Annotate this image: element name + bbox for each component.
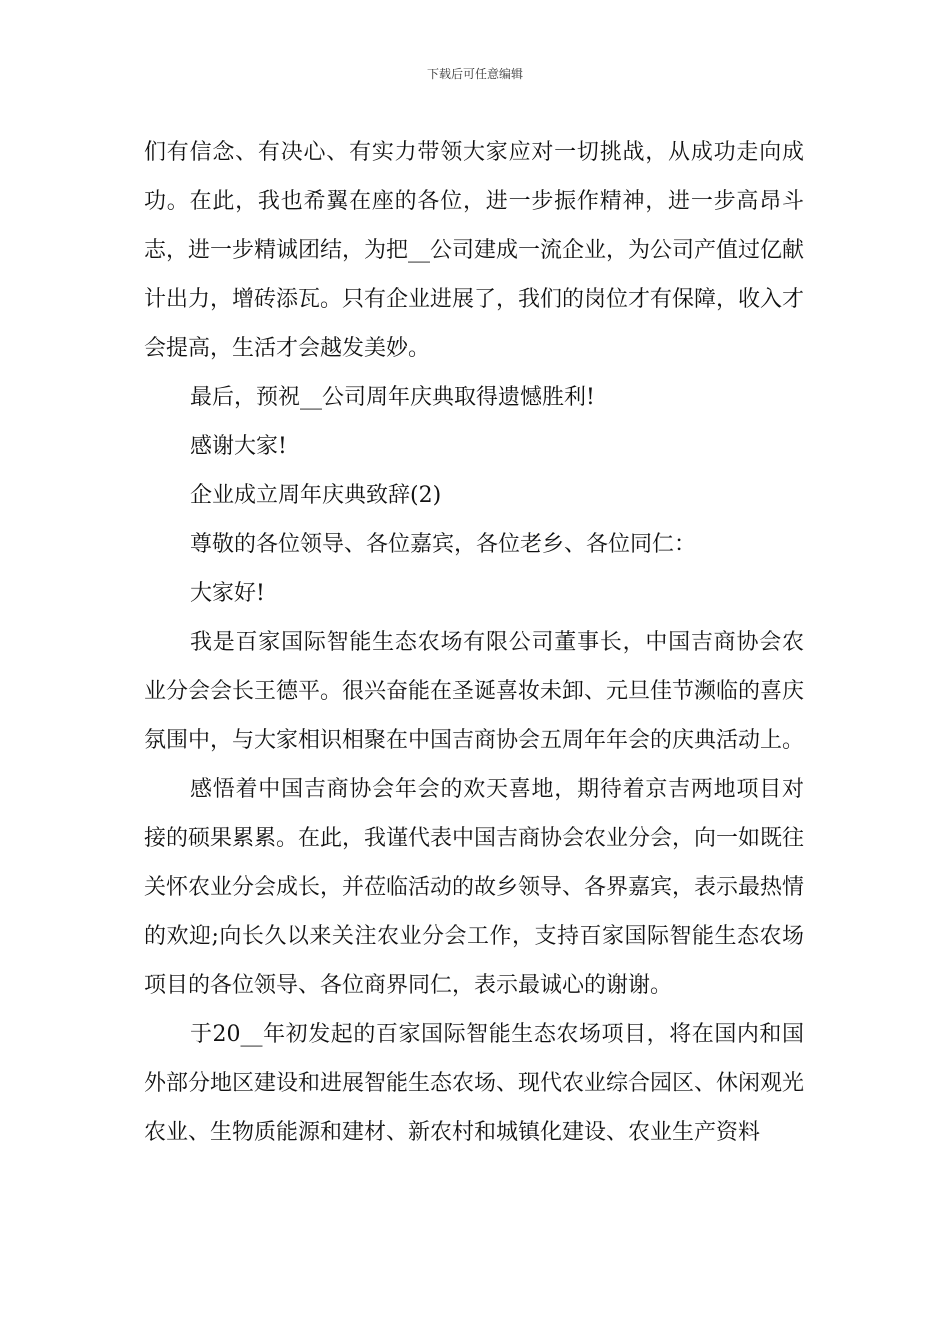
salutation: 尊敬的各位领导、各位嘉宾，各位老乡、各位同仁： — [190, 532, 697, 557]
greeting: 大家好! — [190, 581, 265, 606]
paragraph-7: 我是百家国际智能生态农场有限公司董事长，中国吉商协会农业分会会长王德平。很兴奋能在圣诞喜妆未卸、元旦佳节濒临的喜庆氛围中，与大家相识相聚在中国吉商协会五周年年会的庆典活动上。 — [144, 630, 805, 753]
paragraph-1: 们有信念、有决心、有实力带领大家应对一切挑战，从成功走向成功。在此，我也希翼在座的各位，进一步振作精神，进一步高昂斗志，进一步精诚团结，为把__公司建成一流企业，为公司产值过亿献计出力，增砖添瓦。只有企业进展了，我们的岗位才有保障，收入才会提高，生活才会越发美妙。 — [144, 140, 805, 361]
paragraph-3: 感谢大家! — [190, 434, 287, 459]
paragraph-9: 于20__年初发起的百家国际智能生态农场项目，将在国内和国外部分地区建设和进展智能生态农场、现代农业综合园区、休闲观光农业、生物质能源和建材、新农村和城镇化建设、农业生产资料 — [144, 1022, 805, 1145]
paragraph-8: 感悟着中国吉商协会年会的欢天喜地，期待着京吉两地项目对接的硕果累累。在此，我谨代表中国吉商协会农业分会，向一如既往关怀农业分会成长，并莅临活动的故乡领导、各界嘉宾，表示最热情的欢迎;向长久以来关注农业分会工作，支持百家国际智能生态农场项目的各位领导、各位商界同仁，表示最诚心的谢谢。 — [144, 777, 805, 998]
page-header-note: 下载后可任意编辑 — [426, 67, 523, 81]
document-body — [144, 128, 804, 1157]
section-title: 企业成立周年庆典致辞(2) — [190, 483, 442, 508]
paragraph-2: 最后，预祝__公司周年庆典取得遗憾胜利! — [190, 385, 595, 410]
